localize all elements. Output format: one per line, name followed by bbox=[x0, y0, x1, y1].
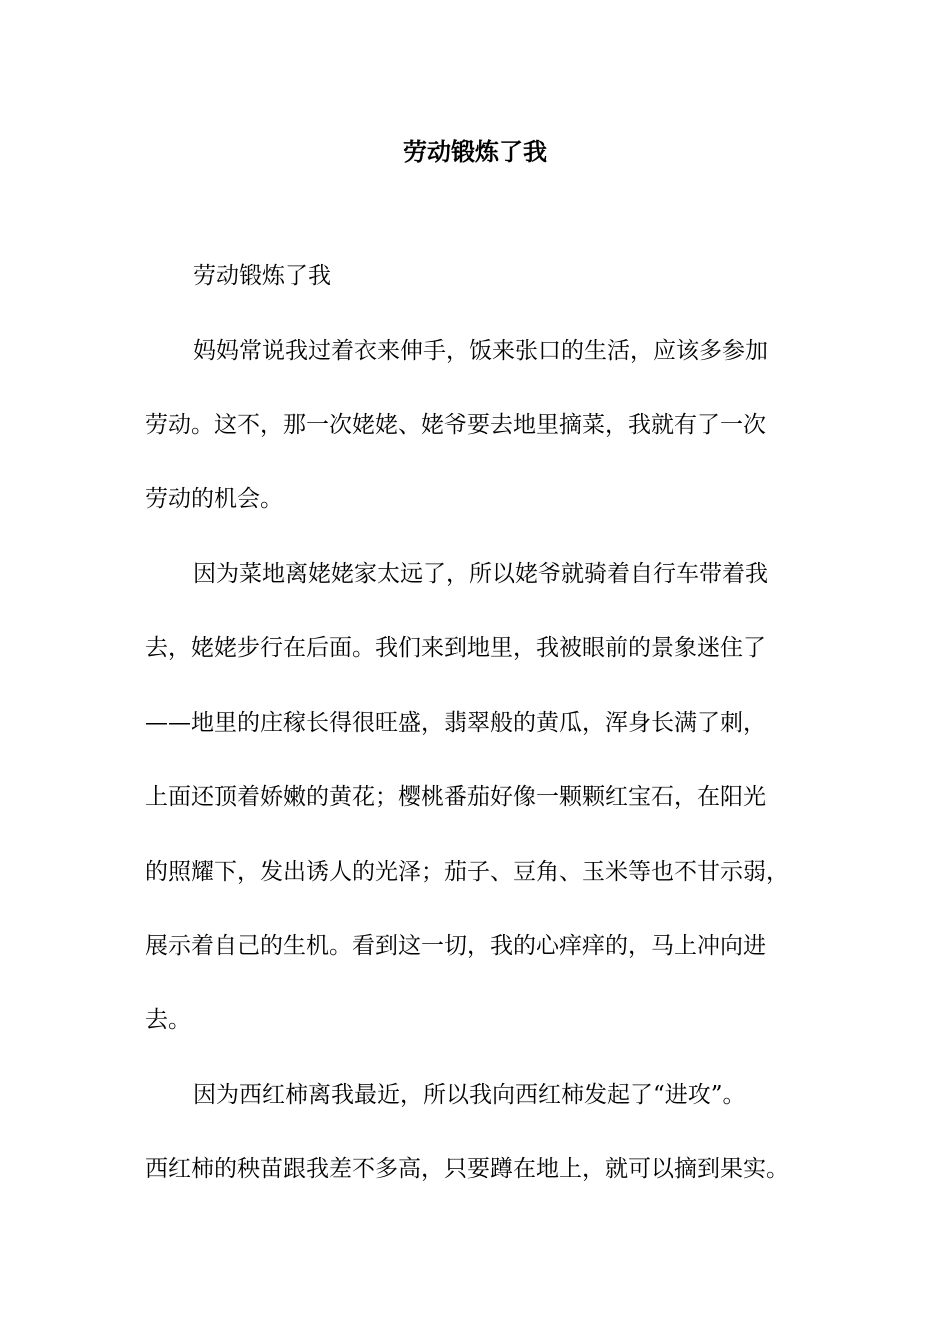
paragraph-line: 妈妈常说我过着衣来伸手，饭来张口的生活，应该多参加 bbox=[193, 338, 768, 364]
paragraph-line: 上面还顶着娇嫩的黄花；樱桃番茄好像一颗颗红宝石，在阳光 bbox=[145, 784, 766, 810]
paragraph-line: 因为西红柿离我最近，所以我向西红柿发起了“进攻”。 bbox=[193, 1082, 746, 1108]
paragraph-line: 去，姥姥步行在后面。我们来到地里，我被眼前的景象迷住了 bbox=[145, 635, 766, 661]
paragraph-heading-line: 劳动锻炼了我 bbox=[193, 263, 331, 289]
paragraph-line: 去。 bbox=[145, 1007, 191, 1033]
paragraph-line: 劳动的机会。 bbox=[145, 486, 283, 512]
paragraph-line: 劳动。这不，那一次姥姥、姥爷要去地里摘菜，我就有了一次 bbox=[145, 412, 766, 438]
paragraph-line: 因为菜地离姥姥家太远了，所以姥爷就骑着自行车带着我 bbox=[193, 561, 768, 587]
paragraph-line: ——地里的庄稼长得很旺盛，翡翠般的黄瓜，浑身长满了刺， bbox=[145, 710, 766, 736]
paragraph-line: 展示着自己的生机。看到这一切，我的心痒痒的，马上冲向进 bbox=[145, 933, 766, 959]
document-title: 劳动锻炼了我 bbox=[403, 137, 547, 166]
paragraph-line: 西红柿的秧苗跟我差不多高，只要蹲在地上，就可以摘到果实。 bbox=[145, 1156, 789, 1182]
paragraph-line: 的照耀下，发出诱人的光泽；茄子、豆角、玉米等也不甘示弱， bbox=[145, 859, 789, 885]
